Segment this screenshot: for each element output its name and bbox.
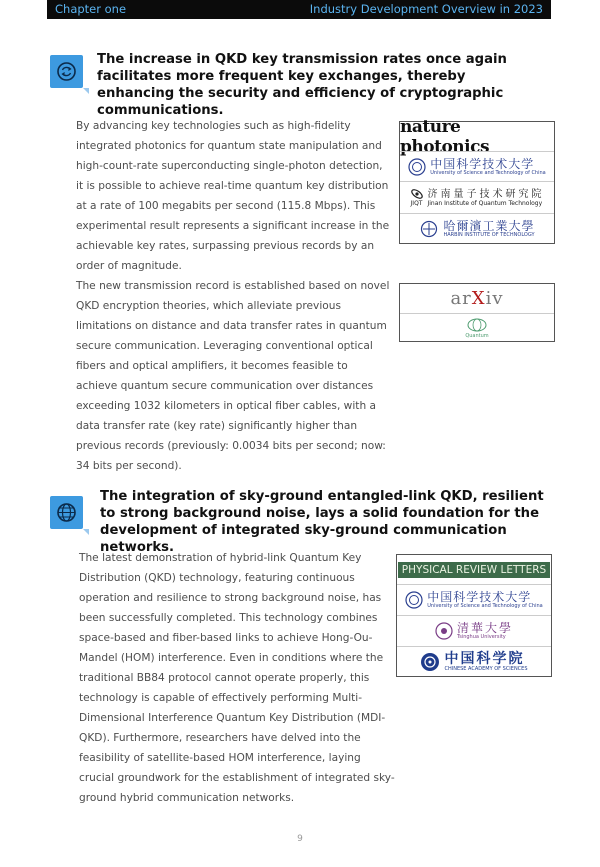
prl-text: PHYSICAL REVIEW LETTERS: [398, 562, 550, 578]
cas-name-cn: 中国科学院: [444, 651, 525, 667]
ustc-emblem-icon: [405, 591, 423, 609]
hit-name-en: HARBIN INSTITUTE OF TECHNOLOGY: [443, 232, 535, 238]
globe-icon: [50, 496, 83, 529]
ustc-logo-2: [397, 584, 551, 615]
ustc-name-en: University of Science and Technology of China: [430, 169, 546, 176]
tsinghua-emblem-icon: [435, 622, 453, 640]
ustc-name-cn: 中国科学技术大学: [427, 590, 532, 604]
arxiv-text-x: X: [471, 288, 486, 309]
quantum-journal-logo: [400, 313, 554, 342]
cas-emblem-icon: [420, 652, 440, 672]
tsinghua-logo: [397, 615, 551, 646]
arxiv-text-pre: ar: [450, 288, 472, 309]
ustc-name-cn: 中国科学技术大学: [430, 156, 535, 171]
tsinghua-name-en: Tsinghua University: [456, 634, 506, 640]
cas-name-en: CHINESE ACADEMY OF SCIENCES: [444, 666, 528, 672]
ustc-name-en: University of Science and Technology of China: [427, 603, 543, 609]
nature-photonics-logo: [400, 116, 554, 157]
jiqt-name-en: Jinan Institute of Quantum Technology: [427, 199, 543, 207]
nature-photonics-text: nature photonics: [400, 116, 490, 157]
ustc-emblem-icon: [408, 158, 426, 176]
hit-logo: [400, 213, 554, 244]
hit-emblem-icon: [419, 220, 439, 238]
section1-paragraph-1: By advancing key technologies such as high-fidelity integrated photonics for quantum state manipulation and high-count-rate superconducting single-photon detection, it is possible to achieve real-time quantum key distribution at a rate of 100 megabits per second (115.8 Mbps). This experimental result represents a significant increase in the achievable key rates, surpassing previous records by an order of magnitude.: [76, 120, 390, 272]
prl-logo: [397, 555, 551, 584]
cas-logo: [397, 646, 551, 677]
jiqt-abbr: JIQT: [410, 200, 423, 207]
jiqt-emblem-icon: [410, 188, 424, 200]
arxiv-text-post: iv: [485, 288, 504, 309]
hit-name-cn: 哈爾濱工業大學: [443, 219, 535, 233]
tsinghua-name-cn: 清華大學: [456, 621, 513, 635]
jiqt-name-cn: 济南量子技术研究院: [427, 188, 545, 200]
logo-panel-1: [399, 116, 555, 244]
logo-panel-2: [399, 283, 555, 342]
quantum-journal-text: Quantum: [465, 333, 489, 339]
arxiv-logo: [400, 284, 554, 313]
section1-heading: The increase in QKD key transmission rates once again facilitates more frequent key exchanges, thereby enhancing the security and efficiency of cryptographic communications.: [97, 52, 507, 118]
jiqt-logo: [400, 181, 554, 213]
quantum-journal-emblem-icon: [466, 317, 488, 333]
page-header: [47, 0, 551, 19]
header-title: Industry Development Overview in 2023: [309, 2, 543, 16]
section2-heading: The integration of sky-ground entangled-link QKD, resilient to strong background noise, lays a solid foundation for the development of integrated sky-ground communication networks.: [100, 489, 544, 555]
page-number: 9: [297, 834, 303, 844]
logo-panel-3: [396, 554, 552, 677]
section1-paragraph-2: The new transmission record is established based on novel QKD encryption theories, which alleviate previous limitations on distance and data transfer rates in quantum secure communication. Leveraging conventional optical fibers and optical amplifiers, it becomes feasible to achieve quantum secure communication over distances exceeding 1032 kilometers in optical fiber cables, with a data transfer rate (key rate) significantly higher than previous records (previously: 0.0034 bits per second; now: 34 bits per second).: [76, 280, 390, 472]
sync-circle-icon: [50, 55, 83, 88]
section2-paragraph: The latest demonstration of hybrid-link Quantum Key Distribution (QKD) technology, featuring continuous operation and resilience to strong background noise, has been successfully completed. This technology combines space-based and fiber-based links to achieve Hong-Ou-Mandel (HOM) interference. Even in conditions where the traditional BB84 protocol cannot operate properly, this technology is capable of effectively performing Multi-Dimensional Interference Quantum Key Distribution (MDI-QKD). Furthermore, researchers have delved into the feasibility of satellite-based HOM interference, laying crucial groundwork for the establishment of integrated sky-ground hybrid communication networks.: [79, 552, 395, 804]
ustc-logo: [400, 151, 554, 181]
chapter-label: Chapter one: [55, 2, 127, 16]
